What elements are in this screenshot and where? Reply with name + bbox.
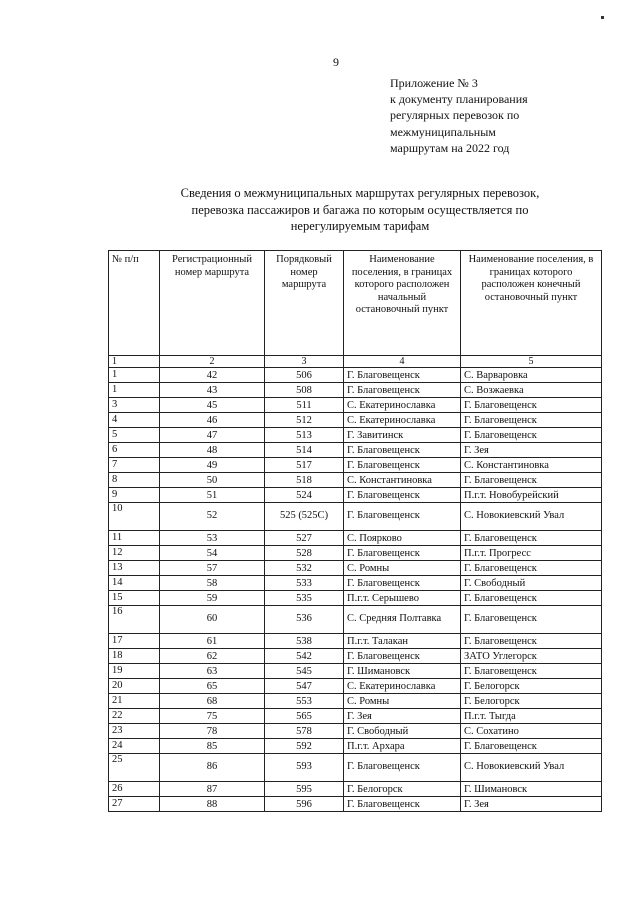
start-settlement-cell: Г. Свободный [344,724,461,739]
start-settlement-cell: Г. Благовещенск [344,797,461,812]
row-number-cell: 13 [109,561,160,576]
scan-speck [601,16,604,19]
registration-cell: 59 [160,591,265,606]
registration-cell: 50 [160,473,265,488]
order-cell: 512 [265,413,344,428]
start-settlement-cell: С. Екатеринославка [344,398,461,413]
row-number-cell: 20 [109,679,160,694]
row-number-cell: 14 [109,576,160,591]
appendix-note [390,75,625,156]
registration-cell: 62 [160,649,265,664]
table-row [109,428,602,443]
appendix-line: межмуниципальным [390,124,496,139]
row-number-cell: 24 [109,739,160,754]
registration-cell: 43 [160,383,265,398]
end-settlement-cell: П.г.т. Новобурейский [461,488,602,503]
table-row [109,503,602,531]
row-number-cell: 19 [109,664,160,679]
order-cell: 525 (525С) [265,503,344,531]
registration-cell: 86 [160,754,265,782]
start-settlement-cell: Г. Белогорск [344,782,461,797]
order-cell: 506 [265,368,344,383]
order-cell: 593 [265,754,344,782]
row-number-cell: 26 [109,782,160,797]
registration-cell: 65 [160,679,265,694]
order-cell: 533 [265,576,344,591]
row-number-cell: 1 [109,368,160,383]
start-settlement-cell: Г. Зея [344,709,461,724]
row-number-cell: 9 [109,488,160,503]
row-number-cell: 7 [109,458,160,473]
end-settlement-cell: Г. Благовещенск [461,606,602,634]
col-header-end: Наименование поселения, в границах которого расположен конечный остановочный пункт [461,251,602,356]
end-settlement-cell: С. Сохатино [461,724,602,739]
table-row [109,576,602,591]
registration-cell: 68 [160,694,265,709]
registration-cell: 47 [160,428,265,443]
appendix-line: регулярных перевозок по [390,108,520,123]
registration-cell: 54 [160,546,265,561]
col-header-start: Наименование поселения, в границах которого расположен начальный остановочный пункт [344,251,461,356]
row-number-cell: 17 [109,634,160,649]
table-row [109,724,602,739]
registration-cell: 51 [160,488,265,503]
appendix-line: к документу планирования [390,92,528,107]
registration-cell: 88 [160,797,265,812]
registration-cell: 52 [160,503,265,531]
end-settlement-cell: Г. Зея [461,443,602,458]
end-settlement-cell: С. Новокиевский Увал [461,754,602,782]
table-row [109,606,602,634]
col-header-registration: Регистрационный номер маршрута [160,251,265,356]
order-cell: 517 [265,458,344,473]
registration-cell: 85 [160,739,265,754]
end-settlement-cell: П.г.т. Тыгда [461,709,602,724]
registration-cell: 78 [160,724,265,739]
order-cell: 592 [265,739,344,754]
row-number-cell: 8 [109,473,160,488]
row-number-cell: 27 [109,797,160,812]
column-number: 1 [109,356,160,368]
table-row [109,739,602,754]
order-cell: 547 [265,679,344,694]
end-settlement-cell: Г. Свободный [461,576,602,591]
page-number: 9 [333,55,339,69]
row-number-cell: 22 [109,709,160,724]
end-settlement-cell: Г. Благовещенск [461,398,602,413]
table-row [109,664,602,679]
registration-cell: 45 [160,398,265,413]
order-cell: 508 [265,383,344,398]
table-row [109,413,602,428]
order-cell: 553 [265,694,344,709]
start-settlement-cell: Г. Шимановск [344,664,461,679]
table-row [109,679,602,694]
start-settlement-cell: Г. Благовещенск [344,546,461,561]
row-number-cell: 3 [109,398,160,413]
order-cell: 513 [265,428,344,443]
table-row [109,443,602,458]
end-settlement-cell: С. Возжаевка [461,383,602,398]
end-settlement-cell: С. Константиновка [461,458,602,473]
end-settlement-cell: Г. Белогорск [461,694,602,709]
row-number-cell: 25 [109,754,160,782]
row-number-cell: 1 [109,383,160,398]
row-number-cell: 18 [109,649,160,664]
table-header-row [109,251,602,356]
row-number-cell: 6 [109,443,160,458]
table-row [109,473,602,488]
end-settlement-cell: Г. Благовещенск [461,413,602,428]
table-row [109,649,602,664]
order-cell: 565 [265,709,344,724]
end-settlement-cell: Г. Благовещенск [461,634,602,649]
table-row [109,383,602,398]
order-cell: 532 [265,561,344,576]
start-settlement-cell: С. Екатеринославка [344,679,461,694]
row-number-cell: 23 [109,724,160,739]
table-row [109,546,602,561]
table-row [109,797,602,812]
start-settlement-cell: Г. Благовещенск [344,576,461,591]
table-row [109,488,602,503]
start-settlement-cell: П.г.т. Архара [344,739,461,754]
registration-cell: 75 [160,709,265,724]
table-row [109,634,602,649]
start-settlement-cell: С. Екатеринославка [344,413,461,428]
start-settlement-cell: Г. Благовещенск [344,383,461,398]
table-row [109,694,602,709]
start-settlement-cell: П.г.т. Серышево [344,591,461,606]
column-number: 2 [160,356,265,368]
end-settlement-cell: Г. Благовещенск [461,664,602,679]
row-number-cell: 12 [109,546,160,561]
start-settlement-cell: Г. Благовещенск [344,458,461,473]
end-settlement-cell: Г. Благовещенск [461,739,602,754]
registration-cell: 60 [160,606,265,634]
order-cell: 527 [265,531,344,546]
order-cell: 524 [265,488,344,503]
table-row [109,591,602,606]
end-settlement-cell: С. Новокиевский Увал [461,503,602,531]
order-cell: 511 [265,398,344,413]
row-number-cell: 16 [109,606,160,634]
start-settlement-cell: Г. Благовещенск [344,488,461,503]
row-number-cell: 21 [109,694,160,709]
order-cell: 545 [265,664,344,679]
column-number: 4 [344,356,461,368]
end-settlement-cell: Г. Благовещенск [461,531,602,546]
registration-cell: 42 [160,368,265,383]
column-number: 3 [265,356,344,368]
registration-cell: 49 [160,458,265,473]
registration-cell: 46 [160,413,265,428]
end-settlement-cell: С. Варваровка [461,368,602,383]
row-number-cell: 5 [109,428,160,443]
order-cell: 514 [265,443,344,458]
order-cell: 595 [265,782,344,797]
order-cell: 518 [265,473,344,488]
start-settlement-cell: С. Средняя Полтавка [344,606,461,634]
appendix-line: Приложение № 3 [390,76,478,90]
end-settlement-cell: ЗАТО Углегорск [461,649,602,664]
appendix-line: маршрутам на 2022 год [390,140,510,155]
registration-cell: 87 [160,782,265,797]
end-settlement-cell: Г. Благовещенск [461,473,602,488]
table-row [109,754,602,782]
col-header-order: Порядковый номер маршрута [265,251,344,356]
table-row [109,709,602,724]
start-settlement-cell: С. Поярково [344,531,461,546]
start-settlement-cell: С. Константиновка [344,473,461,488]
heading-line: перевозка пассажиров и багажа по которым осуществляется по [191,202,529,217]
row-number-cell: 11 [109,531,160,546]
table-row [109,531,602,546]
order-cell: 535 [265,591,344,606]
registration-cell: 57 [160,561,265,576]
table-row [109,398,602,413]
start-settlement-cell: Г. Благовещенск [344,443,461,458]
end-settlement-cell: Г. Благовещенск [461,428,602,443]
order-cell: 536 [265,606,344,634]
table-body [109,356,602,812]
table-row [109,368,602,383]
routes-table [108,250,602,812]
order-cell: 542 [265,649,344,664]
start-settlement-cell: С. Ромны [344,561,461,576]
column-number-row [109,356,602,368]
row-number-cell: 10 [109,503,160,531]
start-settlement-cell: С. Ромны [344,694,461,709]
order-cell: 596 [265,797,344,812]
table-row [109,782,602,797]
end-settlement-cell: П.г.т. Прогресс [461,546,602,561]
start-settlement-cell: Г. Благовещенск [344,649,461,664]
start-settlement-cell: П.г.т. Талакан [344,634,461,649]
row-number-cell: 4 [109,413,160,428]
order-cell: 578 [265,724,344,739]
start-settlement-cell: Г. Благовещенск [344,503,461,531]
heading-line: Сведения о межмуниципальных маршрутах регулярных перевозок, [180,186,540,200]
end-settlement-cell: Г. Благовещенск [461,591,602,606]
end-settlement-cell: Г. Благовещенск [461,561,602,576]
table-row [109,561,602,576]
start-settlement-cell: Г. Благовещенск [344,368,461,383]
heading-line: нерегулируемым тарифам [290,219,430,233]
registration-cell: 48 [160,443,265,458]
end-settlement-cell: Г. Шимановск [461,782,602,797]
registration-cell: 61 [160,634,265,649]
registration-cell: 53 [160,531,265,546]
table-row [109,458,602,473]
column-number: 5 [461,356,602,368]
start-settlement-cell: Г. Благовещенск [344,754,461,782]
document-heading [100,185,620,235]
end-settlement-cell: Г. Белогорск [461,679,602,694]
registration-cell: 58 [160,576,265,591]
order-cell: 528 [265,546,344,561]
row-number-cell: 15 [109,591,160,606]
start-settlement-cell: Г. Завитинск [344,428,461,443]
col-header-number: № п/п [109,251,160,356]
end-settlement-cell: Г. Зея [461,797,602,812]
order-cell: 538 [265,634,344,649]
registration-cell: 63 [160,664,265,679]
